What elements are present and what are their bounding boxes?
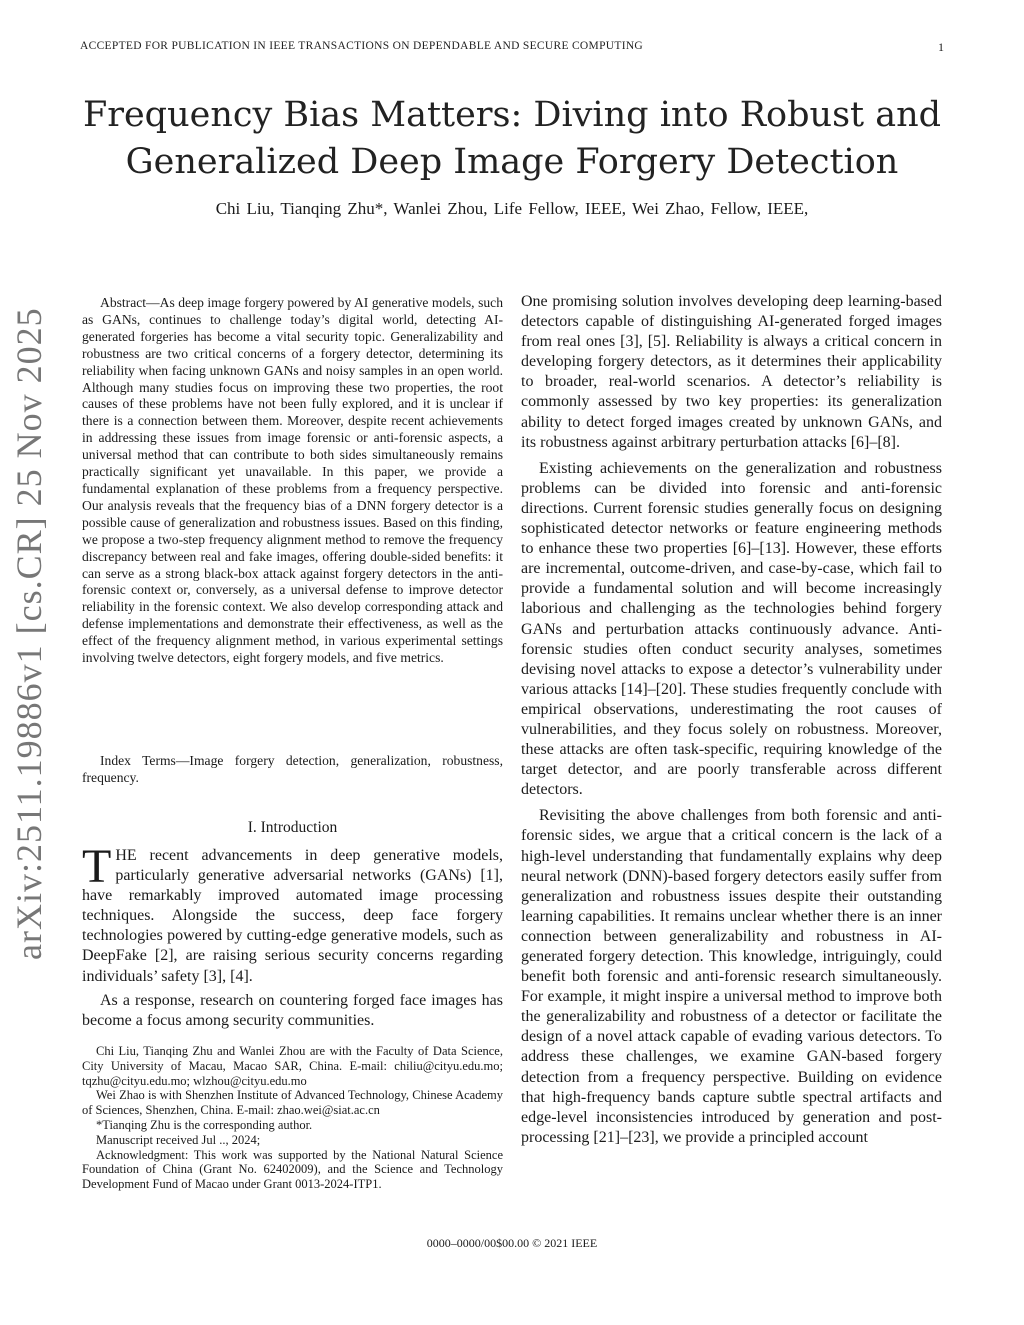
footnote-affiliation-2: Wei Zhao is with Shenzhen Institute of Advanced Technology, Chinese Academy of Sciences, Shenzhen, China. E-mail: zhao.wei@siat.ac.cn bbox=[82, 1088, 503, 1118]
introduction-body bbox=[82, 840, 503, 1031]
author-list: Chi Liu, Tianqing Zhu*, Wanlei Zhou, Life Fellow, IEEE, Wei Zhao, Fellow, IEEE, bbox=[215, 199, 809, 218]
title-line-1: Frequency Bias Matters: Diving into Robust and bbox=[82, 95, 942, 135]
abstract: Abstract—As deep image forgery powered by AI generative models, such as GANs, continues to challenge today’s digital world, detecting AI-generated forgeries has become a vital security topic. Generalizability and robustness are two critical concerns of a forgery detector, determining its reliability when facing unknown GANs and noisy samples in an open world. Although many studies focus on improving these two properties, the root causes of these problems have not been fully explored, and it is unclear if there is a connection between them. Moreover, despite recent achievements in addressing these issues from image forensic or anti-forensic aspects, a universal method that can contribute to both sides simultaneously remains practically significant yet unavailable. In this paper, we provide a fundamental explanation of these problems from a frequency perspective. Our analysis reveals that the frequency bias of a DNN forgery detector is a possible cause of generalization and robustness issues. Based on this finding, we propose a two-step frequency alignment method to remove the frequency discrepancy between real and fake images, offering double-sided benefits: it can serve as a strong black-box attack against forgery detectors in the anti-forensic context or, conversely, as a universal defense to improve detector reliability in the forensic context. We also develop corresponding attack and defense implementations and demonstrate their effectiveness, as well as the effect of the frequency alignment method, in various experimental settings involving twelve detectors, eight forgery models, and five metrics. bbox=[82, 295, 503, 666]
intro-paragraph-2: As a response, research on countering forged face images has become a focus among security communities. bbox=[82, 991, 503, 1029]
footnote-acknowledgment: Acknowledgment: This work was supported by the National Natural Science Foundation of China (Grant No. 62402009), and the Science and Technology Development Fund of Macao under Grant 0013-2024-ITP1. bbox=[82, 1147, 503, 1192]
intro-lead-caps: HE bbox=[115, 847, 137, 864]
right-paragraph-3: Revisiting the above challenges from both forensic and anti-forensic sides, we argue that a critical concern is the lack of a high-level understanding that fundamentally explains why deep neural network (DNN)-based forgery detectors easily suffer from generalization and robustness issues despite their outstanding learning capabilities. It remains unclear whether there is an inner connection between generalizability and robustness in AI-generated forgery detection. This knowledge, intriguingly, could benefit both forensic and anti-forensic research simultaneously. For example, it might inspire a universal method to improve both the generalizability and robustness of a detector or facilitate the design of a novel attack capable of evading various detectors. To address these challenges, we examine GAN-based forgery detection from a frequency perspective. Building on evidence that high-frequency bands capture subtle spectral artifacts and edge-level inconsistencies introduced by generation and post-processing [21]–[23], we provide a principled account bbox=[521, 807, 942, 1146]
drop-cap: T bbox=[82, 840, 112, 893]
right-paragraph-1: One promising solution involves developing deep learning-based detectors capable of distinguishing AI-generated forged images from real ones [3], [5]. Reliability is always a critical concern in developing forgery detectors, as it determines their applicability to broader, real-world scenarios. A detector’s reliability is commonly assessed by two key properties: its generalization ability to detect forged images created by unknown GANs, and its robustness against arbitrary perturbation attacks [6]–[8]. bbox=[521, 293, 942, 451]
footnote-corresponding: *Tianqing Zhu is the corresponding author. bbox=[96, 1117, 313, 1132]
footnote-affiliation-1: Chi Liu, Tianqing Zhu and Wanlei Zhou are with the Faculty of Data Science, City University of Macau, Macao SAR, China. E-mail: chiliu@cityu.edu.mo; tqzhu@cityu.edu.mo; wlzhou@cityu.edu.mo bbox=[82, 1044, 503, 1088]
index-terms: Index Terms—Image forgery detection, generalization, robustness, frequency. bbox=[82, 753, 503, 785]
right-column-body bbox=[521, 292, 942, 1148]
footnotes bbox=[82, 1044, 503, 1192]
title-line-2: Generalized Deep Image Forgery Detection bbox=[125, 142, 899, 182]
paper-title bbox=[80, 92, 944, 186]
footnote-manuscript: Manuscript received Jul .., 2024; bbox=[96, 1132, 261, 1147]
intro-paragraph-1-text: recent advancements in deep generative models, particularly generative adversarial networks (GANs) [1], have remarkably improved automated image processing techniques. Alongside the success, deep face forgery technologies powered by cutting-edge generative models, such as DeepFake [2], are raising serious security concerns regarding individuals’ safety [3], [4]. bbox=[82, 847, 503, 985]
section-heading-introduction: I. Introduction bbox=[247, 819, 338, 836]
running-head: ACCEPTED FOR PUBLICATION IN IEEE TRANSACTIONS ON DEPENDABLE AND SECURE COMPUTING bbox=[80, 40, 644, 52]
right-paragraph-2: Existing achievements on the generalization and robustness problems can be divided into forensic and anti-forensic directions. Current forensic studies generally focus on designing sophisticated detector networks or feature engineering methods to enhance these two properties [6]–[13]. However, these efforts are incremental, outcome-driven, and case-by-case, which fail to provide a fundamental solution and will become increasingly laborious and challenging as the technologies behind forgery GANs and perturbation attacks continuously advance. Anti-forensic studies often conduct security analyses, sometimes devising novel attacks to expose a detector’s vulnerability under various attacks [14]–[20]. These studies frequently conclude with empirical observations, underestimating the root causes of vulnerabilities, and they focus solely on robustness. Moreover, these attacks are often task-specific, requiring knowledge of the target detector, and are poorly transferable across different detectors. bbox=[521, 459, 942, 799]
intro-paragraph-1 bbox=[82, 840, 503, 987]
copyright-footer: 0000–0000/00$00.00 © 2021 IEEE bbox=[426, 1236, 598, 1250]
arxiv-identifier-stamp: arXiv:2511.19886v1 [cs.CR] 25 Nov 2025 bbox=[9, 307, 49, 960]
page-number: 1 bbox=[938, 40, 944, 54]
